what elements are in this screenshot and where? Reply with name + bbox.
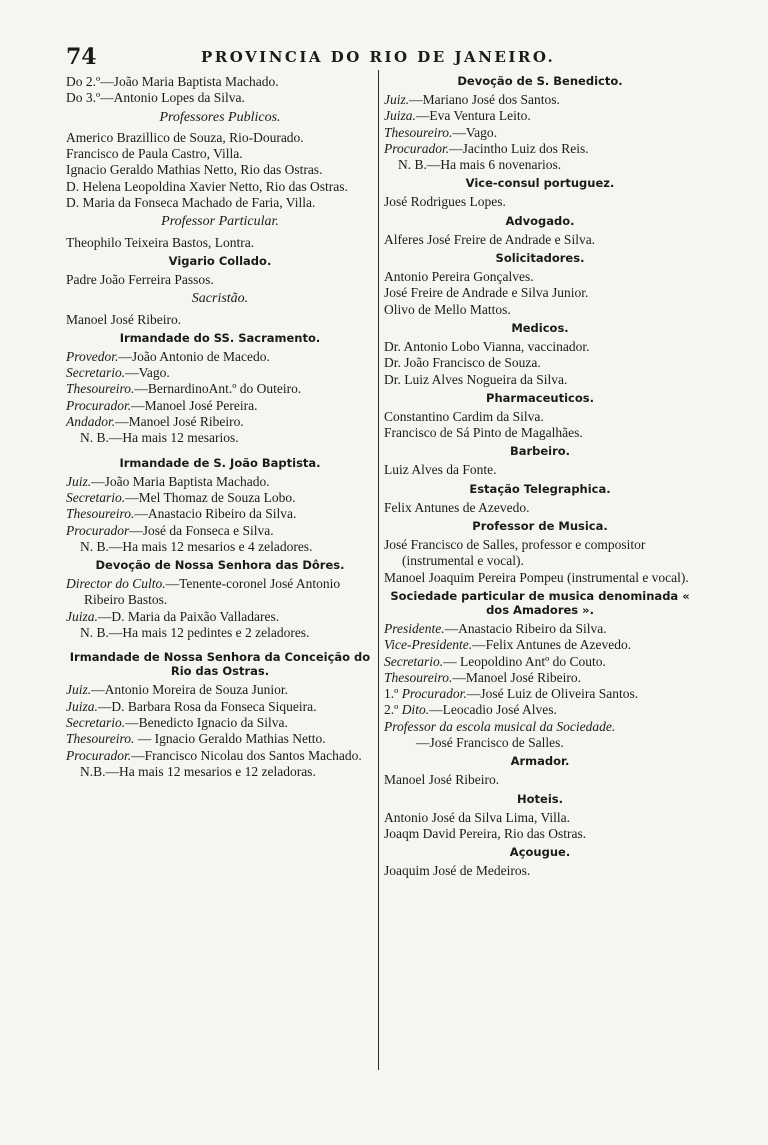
text-line: Francisco de Paula Castro, Villa. — [66, 146, 243, 162]
spacer — [66, 447, 374, 453]
entry-line — [66, 398, 374, 414]
entry-line — [66, 731, 374, 747]
entry-value: —D. Maria da Paixão Valladares. — [97, 608, 280, 624]
section-heading: Irmandade de S. João Baptista. — [119, 455, 321, 470]
role-label: Procurador. — [66, 397, 132, 413]
text-line: Dr. João Francisco de Souza. — [384, 355, 541, 371]
role-label: Provedor. — [66, 348, 119, 364]
role-label: Juiz. — [384, 92, 410, 107]
text-line: Theophilo Teixeira Bastos, Lontra. — [66, 234, 255, 250]
role-label: Secretario. — [66, 365, 126, 381]
entry-line — [384, 125, 696, 141]
entry-value: —José da Fonseca e Silva. — [129, 522, 274, 538]
entry-value: —José Francisco de Salles. — [416, 735, 564, 751]
text-line: Dr. Luiz Alves Nogueira da Silva. — [384, 371, 568, 387]
section-heading: Medicos. — [511, 320, 569, 335]
entry-prefix: 1.º — [384, 686, 402, 702]
role-label: Thesoureiro. — [66, 506, 135, 522]
role-label: Juiza. — [384, 108, 416, 124]
section-heading: Solicitadores. — [495, 251, 585, 266]
entry-value: —Anastacio Ribeiro da Silva. — [134, 506, 297, 522]
role-label: Andador. — [66, 414, 116, 430]
text-line: Luiz Alves da Fonte. — [384, 462, 497, 478]
entry-line — [66, 365, 374, 381]
text-line: Do 3.º—Antonio Lopes da Silva. — [66, 90, 245, 106]
entry-line — [66, 474, 374, 490]
left-column — [66, 74, 374, 780]
entry-prefix: 2.º — [384, 702, 402, 718]
entry-line — [384, 670, 696, 686]
role-label: Vice-Presidente. — [384, 637, 473, 653]
text-line: Americo Brazillico de Souza, Rio-Dourado. — [66, 129, 304, 145]
role-label: Thesoureiro. — [384, 669, 453, 685]
entry-value: —Antonio Moreira de Souza Junior. — [91, 682, 288, 698]
text-line: Olivo de Mello Mattos. — [384, 301, 511, 317]
role-label: Procurador. — [384, 140, 450, 156]
entry-value: — Leopoldino Antº do Couto. — [443, 653, 606, 669]
role-label: Secretario. — [66, 489, 126, 505]
section-heading: Devoção de S. Benedicto. — [457, 74, 623, 88]
entry-line — [384, 621, 696, 637]
entry-line — [66, 523, 374, 539]
section-heading: Advogado. — [505, 213, 575, 228]
role-label: Juiza. — [66, 698, 98, 714]
entry-value: —Manoel José Ribeiro. — [452, 669, 581, 685]
entry-value: —Leocadio José Alves. — [429, 702, 557, 718]
text-line: Manoel José Ribeiro. — [384, 772, 500, 788]
section-heading: Sacristão. — [191, 291, 249, 307]
section-heading: Professor de Musica. — [472, 519, 608, 534]
text-line: Ignacio Geraldo Mathias Netto, Rio das Ostras. — [66, 162, 323, 178]
text-line: Manoel José Ribeiro. — [66, 311, 182, 327]
column-divider — [378, 70, 379, 1070]
section-heading: Açougue. — [509, 845, 571, 860]
entry-value: —Tenente-coronel José Antonio Ribeiro Bastos. — [84, 576, 341, 608]
entry-line — [66, 748, 374, 764]
entry-line — [66, 349, 374, 365]
note-line: N.B.—Ha mais 12 mesarios e 12 zeladoras. — [80, 763, 316, 779]
role-label: Presidente. — [384, 620, 445, 636]
text-line: D. Maria da Fonseca Machado de Faria, Villa. — [66, 195, 316, 211]
role-label: Thesoureiro. — [66, 381, 135, 397]
entry-value: —Manoel José Pereira. — [131, 397, 258, 413]
spacer — [66, 641, 374, 647]
section-heading: Professores Publicos. — [159, 109, 281, 125]
entry-line — [66, 490, 374, 506]
entry-value: —Benedicto Ignacio da Silva. — [125, 714, 288, 730]
entry-value: —Eva Ventura Leito. — [415, 108, 531, 124]
section-heading: Pharmaceuticos. — [486, 390, 594, 405]
entry-line — [384, 141, 696, 157]
text-line: Joaqm David Pereira, Rio das Ostras. — [384, 825, 587, 841]
running-head — [66, 40, 706, 74]
entry-value: —Jacintho Luiz dos Reis. — [449, 140, 589, 156]
text-line: Francisco de Sá Pinto de Magalhães. — [384, 425, 583, 441]
entry-value: —D. Barbara Rosa da Fonseca Siqueira. — [97, 698, 317, 714]
section-heading: Professor Particular. — [161, 214, 279, 230]
entry-value: —Anastacio Ribeiro da Silva. — [444, 620, 607, 636]
entry-line — [384, 92, 696, 108]
page-title: PROVINCIA DO RIO DE JANEIRO. — [201, 48, 556, 66]
text-line: Joaquim José de Medeiros. — [384, 863, 531, 879]
entry-line — [66, 576, 374, 609]
text-line: Constantino Cardim da Silva. — [384, 408, 544, 424]
section-heading: Devoção de Nossa Senhora das Dôres. — [95, 558, 345, 573]
role-label: Thesoureiro. — [66, 731, 135, 747]
entry-value: —Manoel José Ribeiro. — [115, 414, 244, 430]
entry-line — [66, 715, 374, 731]
entry-value: —BernardinoAnt.º do Outeiro. — [134, 381, 302, 397]
section-heading: Sociedade particular de musica denominada « dos Amadores ». — [390, 588, 690, 617]
note-line: N. B.—Ha mais 12 pedintes e 2 zeladores. — [80, 625, 310, 641]
entry-line — [66, 506, 374, 522]
text-line: Padre João Ferreira Passos. — [66, 271, 214, 287]
entry-line — [384, 702, 696, 718]
entry-line — [384, 637, 696, 653]
entry-line — [384, 719, 696, 752]
entry-value: —João Maria Baptista Machado. — [91, 473, 270, 489]
section-heading: Irmandade do SS. Sacramento. — [119, 330, 321, 345]
section-heading: Armador. — [510, 754, 570, 769]
role-label: Director do Culto. — [66, 576, 166, 592]
section-heading: Vice-consul portuguez. — [465, 176, 615, 191]
entry-value: —Vago. — [452, 124, 498, 140]
section-heading: Vigario Collado. — [168, 253, 272, 268]
entry-line — [66, 381, 374, 397]
role-label: Procurador — [66, 522, 130, 538]
role-label: Procurador. — [66, 747, 132, 763]
role-label: Thesoureiro. — [384, 124, 453, 140]
text-line: Manoel Joaquim Pereira Pompeu (instrumental e vocal). — [384, 569, 689, 585]
text-line: José Freire de Andrade e Silva Junior. — [384, 285, 589, 301]
entry-line — [384, 686, 696, 702]
entry-value: — Ignacio Geraldo Mathias Netto. — [134, 731, 326, 747]
note-line: N. B.—Ha mais 6 novenarios. — [398, 157, 562, 173]
entry-value: —Mel Thomaz de Souza Lobo. — [125, 489, 296, 505]
text-line: D. Helena Leopoldina Xavier Netto, Rio das Ostras. — [66, 178, 348, 194]
text-line: Do 2.º—João Maria Baptista Machado. — [66, 74, 279, 89]
entry-value: —José Luiz de Oliveira Santos. — [466, 686, 639, 702]
section-heading: Irmandade de Nossa Senhora da Conceição do Rio das Ostras. — [69, 650, 371, 679]
text-line: Felix Antunes de Azevedo. — [384, 499, 530, 515]
role-label: Secretario. — [66, 714, 126, 730]
role-label: Professor da escola musical da Sociedade. — [384, 718, 616, 734]
right-column — [384, 74, 696, 880]
role-label: Juiza. — [66, 608, 98, 624]
entry-value: —João Antonio de Macedo. — [118, 348, 270, 364]
role-label: Juiz. — [66, 682, 92, 698]
text-line: José Francisco de Salles, professor e compositor (instrumental e vocal). — [384, 537, 646, 569]
entry-line — [66, 682, 374, 698]
text-line: Alferes José Freire de Andrade e Silva. — [384, 231, 596, 247]
note-line: N. B.—Ha mais 12 mesarios. — [80, 430, 239, 446]
section-heading: Hoteis. — [517, 791, 563, 806]
entry-line — [66, 609, 374, 625]
text-line: Dr. Antonio Lobo Vianna, vaccinador. — [384, 338, 590, 354]
text-line: José Rodrigues Lopes. — [384, 194, 506, 210]
entry-line — [66, 699, 374, 715]
entry-line — [384, 108, 696, 124]
section-heading: Barbeiro. — [509, 444, 571, 459]
role-label: Juiz. — [66, 473, 92, 489]
entry-value: —Felix Antunes de Azevedo. — [472, 637, 632, 653]
entry-value: —Mariano José dos Santos. — [409, 92, 560, 107]
note-line: N. B.—Ha mais 12 mesarios e 4 zeladores. — [80, 538, 313, 554]
text-line: Antonio José da Silva Lima, Villa. — [384, 809, 571, 825]
page-number: 74 — [66, 44, 97, 70]
role-label: Dito. — [401, 702, 430, 718]
entry-value: —Francisco Nicolau dos Santos Machado. — [131, 747, 362, 763]
section-heading: Estação Telegraphica. — [469, 481, 611, 496]
entry-value: —Vago. — [125, 365, 170, 381]
text-line: Antonio Pereira Gonçalves. — [384, 269, 534, 285]
role-label: Procurador. — [401, 686, 467, 702]
role-label: Secretario. — [384, 653, 444, 669]
entry-line — [384, 654, 696, 670]
entry-line — [66, 414, 374, 430]
